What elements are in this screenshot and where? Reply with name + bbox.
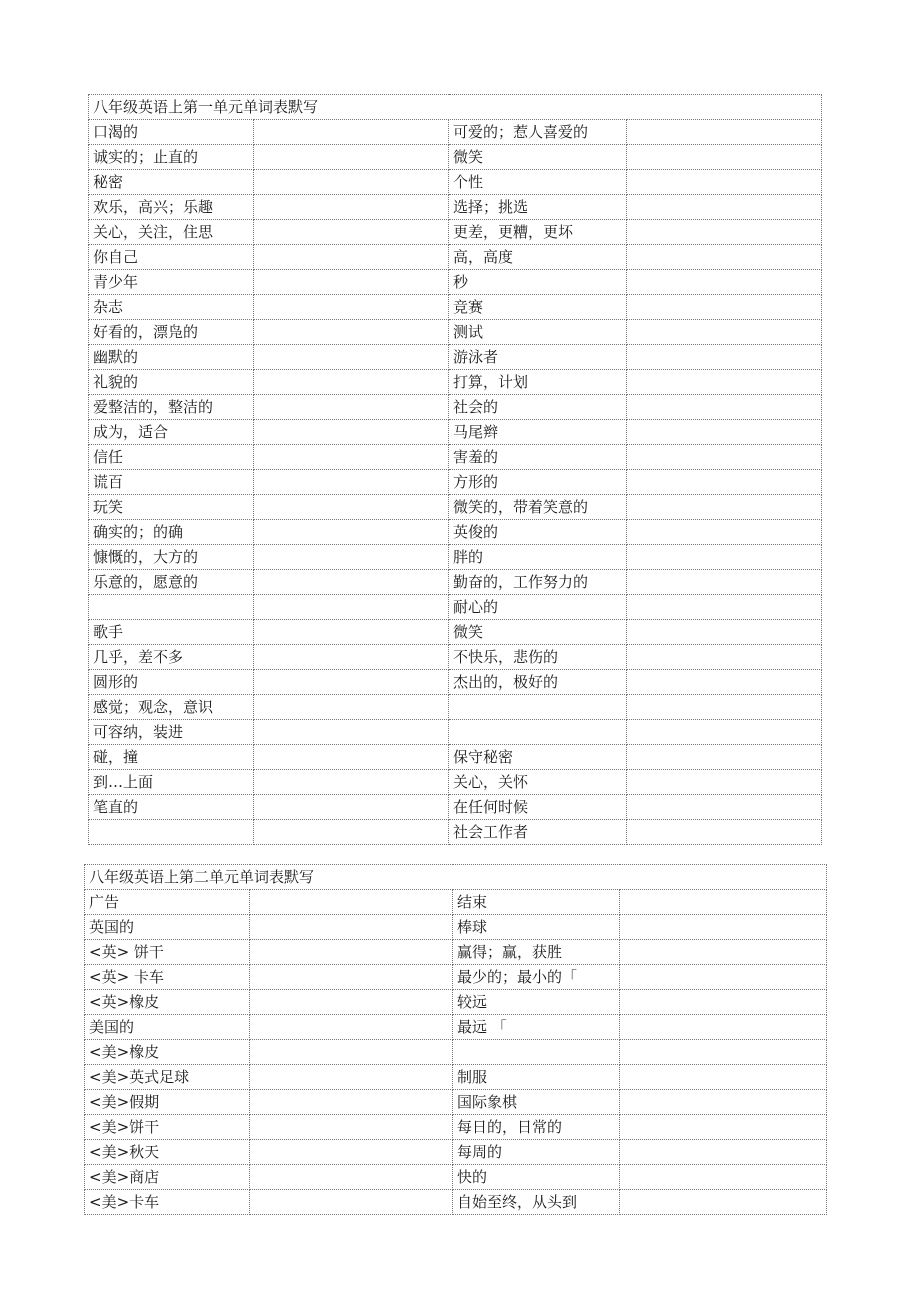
table-row <box>89 445 822 470</box>
chinese-word-cell: 每日的，日常的 <box>453 1115 620 1140</box>
answer-blank-cell[interactable] <box>627 720 822 745</box>
answer-blank-cell[interactable] <box>627 420 822 445</box>
chinese-word-cell: 社会的 <box>449 395 627 420</box>
table-row <box>89 470 822 495</box>
chinese-word-cell <box>89 820 254 845</box>
answer-blank-cell[interactable] <box>254 495 449 520</box>
chinese-word-cell: 在任何时候 <box>449 795 627 820</box>
answer-blank-cell[interactable] <box>627 320 822 345</box>
answer-blank-cell[interactable] <box>254 270 449 295</box>
answer-blank-cell[interactable] <box>620 1165 827 1190</box>
chinese-word-cell: 笔直的 <box>89 795 254 820</box>
chinese-word-cell: 结束 <box>453 890 620 915</box>
table-row <box>85 990 827 1015</box>
chinese-word-cell: 不快乐，悲伤的 <box>449 645 627 670</box>
chinese-word-cell: 微笑 <box>449 145 627 170</box>
chinese-word-cell: 成为，适合 <box>89 420 254 445</box>
table-title: 八年级英语上第二单元单词表默写 <box>85 865 827 890</box>
table-row <box>85 1015 827 1040</box>
answer-blank-cell[interactable] <box>627 120 822 145</box>
table-row <box>89 595 822 620</box>
chinese-word-cell: 歌手 <box>89 620 254 645</box>
answer-blank-cell[interactable] <box>627 520 822 545</box>
answer-blank-cell[interactable] <box>254 220 449 245</box>
answer-blank-cell[interactable] <box>620 965 827 990</box>
table-row <box>89 170 822 195</box>
answer-blank-cell[interactable] <box>254 420 449 445</box>
chinese-word-cell: 玩笑 <box>89 495 254 520</box>
answer-blank-cell[interactable] <box>627 245 822 270</box>
answer-blank-cell[interactable] <box>254 170 449 195</box>
table-row <box>89 645 822 670</box>
chinese-word-cell: 美国的 <box>85 1015 250 1040</box>
table-row <box>89 220 822 245</box>
table-title-row <box>89 95 822 120</box>
answer-blank-cell[interactable] <box>254 345 449 370</box>
chinese-word-cell: 测试 <box>449 320 627 345</box>
chinese-word-cell <box>453 1040 620 1065</box>
table-row <box>89 495 822 520</box>
answer-blank-cell[interactable] <box>250 965 453 990</box>
table-row <box>85 1065 827 1090</box>
chinese-word-cell: 几乎，差不多 <box>89 645 254 670</box>
chinese-word-cell: 幽默的 <box>89 345 254 370</box>
answer-blank-cell[interactable] <box>254 445 449 470</box>
chinese-word-cell: 可爱的；惹人喜爱的 <box>449 120 627 145</box>
answer-blank-cell[interactable] <box>254 545 449 570</box>
answer-blank-cell[interactable] <box>254 245 449 270</box>
table-row <box>89 295 822 320</box>
chinese-word-cell: 害羞的 <box>449 445 627 470</box>
chinese-word-cell: 竞赛 <box>449 295 627 320</box>
answer-blank-cell[interactable] <box>620 1115 827 1140</box>
chinese-word-cell: 可容纳，装进 <box>89 720 254 745</box>
table-row <box>89 345 822 370</box>
answer-blank-cell[interactable] <box>254 695 449 720</box>
chinese-word-cell: 国际象棋 <box>453 1090 620 1115</box>
chinese-word-cell: 谎百 <box>89 470 254 495</box>
answer-blank-cell[interactable] <box>254 595 449 620</box>
table-row <box>85 1165 827 1190</box>
answer-blank-cell[interactable] <box>254 770 449 795</box>
table-row <box>89 545 822 570</box>
answer-blank-cell[interactable] <box>620 1190 827 1215</box>
chinese-word-cell: 秒 <box>449 270 627 295</box>
unit1-vocab-table <box>88 94 822 845</box>
answer-blank-cell[interactable] <box>627 795 822 820</box>
chinese-word-cell: 广告 <box>85 890 250 915</box>
table-title: 八年级英语上第一单元单词表默写 <box>89 95 822 120</box>
answer-blank-cell[interactable] <box>620 1090 827 1115</box>
answer-blank-cell[interactable] <box>250 1140 453 1165</box>
answer-blank-cell[interactable] <box>627 370 822 395</box>
chinese-word-cell: 方形的 <box>449 470 627 495</box>
answer-blank-cell[interactable] <box>250 940 453 965</box>
chinese-word-cell: 最少的；最小的「 <box>453 965 620 990</box>
answer-blank-cell[interactable] <box>620 1140 827 1165</box>
chinese-word-cell: 感觉；观念，意识 <box>89 695 254 720</box>
chinese-word-cell: 英俊的 <box>449 520 627 545</box>
chinese-word-cell: 诚实的；止直的 <box>89 145 254 170</box>
table-row <box>89 695 822 720</box>
unit2-vocab-table <box>84 864 827 1215</box>
table-row <box>89 795 822 820</box>
answer-blank-cell[interactable] <box>254 520 449 545</box>
chinese-word-cell: <美>卡车 <box>85 1190 250 1215</box>
answer-blank-cell[interactable] <box>627 545 822 570</box>
chinese-word-cell <box>89 595 254 620</box>
answer-blank-cell[interactable] <box>254 295 449 320</box>
answer-blank-cell[interactable] <box>254 320 449 345</box>
answer-blank-cell[interactable] <box>254 820 449 845</box>
chinese-word-cell: 微笑 <box>449 620 627 645</box>
table-row <box>89 270 822 295</box>
answer-blank-cell[interactable] <box>627 270 822 295</box>
chinese-word-cell: 较远 <box>453 990 620 1015</box>
answer-blank-cell[interactable] <box>254 120 449 145</box>
answer-blank-cell[interactable] <box>627 195 822 220</box>
chinese-word-cell: 杰出的，极好的 <box>449 670 627 695</box>
chinese-word-cell: <英> 饼干 <box>85 940 250 965</box>
answer-blank-cell[interactable] <box>254 795 449 820</box>
answer-blank-cell[interactable] <box>250 990 453 1015</box>
table-row <box>89 145 822 170</box>
chinese-word-cell: 保守秘密 <box>449 745 627 770</box>
table-row <box>89 195 822 220</box>
answer-blank-cell[interactable] <box>627 170 822 195</box>
chinese-word-cell: <美>秋天 <box>85 1140 250 1165</box>
chinese-word-cell: <美>英式足球 <box>85 1065 250 1090</box>
answer-blank-cell[interactable] <box>254 620 449 645</box>
table-row <box>85 965 827 990</box>
table-row <box>89 820 822 845</box>
table-row <box>89 420 822 445</box>
answer-blank-cell[interactable] <box>254 570 449 595</box>
table-row <box>85 915 827 940</box>
chinese-word-cell: 马尾辫 <box>449 420 627 445</box>
answer-blank-cell[interactable] <box>620 990 827 1015</box>
chinese-word-cell: 高，高度 <box>449 245 627 270</box>
table-row <box>89 670 822 695</box>
answer-blank-cell[interactable] <box>620 1065 827 1090</box>
answer-blank-cell[interactable] <box>250 1115 453 1140</box>
answer-blank-cell[interactable] <box>627 445 822 470</box>
chinese-word-cell: 信任 <box>89 445 254 470</box>
chinese-word-cell <box>449 695 627 720</box>
chinese-word-cell: 礼貌的 <box>89 370 254 395</box>
table-row <box>89 520 822 545</box>
answer-blank-cell[interactable] <box>250 1165 453 1190</box>
table-row <box>89 620 822 645</box>
chinese-word-cell: 游泳者 <box>449 345 627 370</box>
chinese-word-cell: 每周的 <box>453 1140 620 1165</box>
answer-blank-cell[interactable] <box>620 1015 827 1040</box>
chinese-word-cell: 耐心的 <box>449 595 627 620</box>
chinese-word-cell: 制服 <box>453 1065 620 1090</box>
answer-blank-cell[interactable] <box>620 915 827 940</box>
chinese-word-cell: <英>橡皮 <box>85 990 250 1015</box>
chinese-word-cell: 棒球 <box>453 915 620 940</box>
chinese-word-cell: 更差，更糟，更坏 <box>449 220 627 245</box>
answer-blank-cell[interactable] <box>627 695 822 720</box>
chinese-word-cell: 欢乐，高兴；乐趣 <box>89 195 254 220</box>
answer-blank-cell[interactable] <box>254 470 449 495</box>
answer-blank-cell[interactable] <box>627 395 822 420</box>
answer-blank-cell[interactable] <box>250 915 453 940</box>
answer-blank-cell[interactable] <box>627 145 822 170</box>
table-row <box>85 940 827 965</box>
chinese-word-cell: <英> 卡车 <box>85 965 250 990</box>
chinese-word-cell: 爱整洁的，整洁的 <box>89 395 254 420</box>
chinese-word-cell: 自始至终，从头到 <box>453 1190 620 1215</box>
chinese-word-cell: 胖的 <box>449 545 627 570</box>
chinese-word-cell: 好看的，漂凫的 <box>89 320 254 345</box>
answer-blank-cell[interactable] <box>627 570 822 595</box>
chinese-word-cell: 社会工作者 <box>449 820 627 845</box>
answer-blank-cell[interactable] <box>254 645 449 670</box>
answer-blank-cell[interactable] <box>620 1040 827 1065</box>
chinese-word-cell: <美>假期 <box>85 1090 250 1115</box>
answer-blank-cell[interactable] <box>620 890 827 915</box>
chinese-word-cell: <美>橡皮 <box>85 1040 250 1065</box>
table-row <box>85 1115 827 1140</box>
chinese-word-cell: 慷慨的，大方的 <box>89 545 254 570</box>
answer-blank-cell[interactable] <box>250 1040 453 1065</box>
table-row <box>89 320 822 345</box>
answer-blank-cell[interactable] <box>250 1015 453 1040</box>
chinese-word-cell: 确实的；的确 <box>89 520 254 545</box>
answer-blank-cell[interactable] <box>250 1065 453 1090</box>
table-title-row <box>85 865 827 890</box>
chinese-word-cell: 碰，撞 <box>89 745 254 770</box>
chinese-word-cell: 秘密 <box>89 170 254 195</box>
chinese-word-cell: 杂志 <box>89 295 254 320</box>
chinese-word-cell: 快的 <box>453 1165 620 1190</box>
table-row <box>89 120 822 145</box>
chinese-word-cell <box>449 720 627 745</box>
chinese-word-cell: 最远 「 <box>453 1015 620 1040</box>
chinese-word-cell: 乐意的，愿意的 <box>89 570 254 595</box>
chinese-word-cell: 微笑的，带着笑意的 <box>449 495 627 520</box>
answer-blank-cell[interactable] <box>254 145 449 170</box>
answer-blank-cell[interactable] <box>254 395 449 420</box>
table-row <box>85 890 827 915</box>
table-row <box>89 370 822 395</box>
chinese-word-cell: 个性 <box>449 170 627 195</box>
answer-blank-cell[interactable] <box>254 195 449 220</box>
answer-blank-cell[interactable] <box>627 820 822 845</box>
chinese-word-cell: 关心，关怀 <box>449 770 627 795</box>
table-row <box>85 1090 827 1115</box>
chinese-word-cell: 勤奋的，工作努力的 <box>449 570 627 595</box>
answer-blank-cell[interactable] <box>620 940 827 965</box>
answer-blank-cell[interactable] <box>627 345 822 370</box>
answer-blank-cell[interactable] <box>250 890 453 915</box>
answer-blank-cell[interactable] <box>627 745 822 770</box>
answer-blank-cell[interactable] <box>254 670 449 695</box>
table-row <box>89 745 822 770</box>
answer-blank-cell[interactable] <box>250 1190 453 1215</box>
table-row <box>85 1140 827 1165</box>
chinese-word-cell: 选择；挑选 <box>449 195 627 220</box>
chinese-word-cell: 口渴的 <box>89 120 254 145</box>
table-row <box>89 395 822 420</box>
answer-blank-cell[interactable] <box>254 720 449 745</box>
chinese-word-cell: 关心，关注，住思 <box>89 220 254 245</box>
chinese-word-cell: 你自己 <box>89 245 254 270</box>
answer-blank-cell[interactable] <box>627 220 822 245</box>
answer-blank-cell[interactable] <box>250 1090 453 1115</box>
table-row <box>89 245 822 270</box>
answer-blank-cell[interactable] <box>254 745 449 770</box>
answer-blank-cell[interactable] <box>627 770 822 795</box>
answer-blank-cell[interactable] <box>627 620 822 645</box>
chinese-word-cell: 青少年 <box>89 270 254 295</box>
table-row <box>89 720 822 745</box>
answer-blank-cell[interactable] <box>627 595 822 620</box>
chinese-word-cell: <美>饼干 <box>85 1115 250 1140</box>
answer-blank-cell[interactable] <box>627 495 822 520</box>
chinese-word-cell: 到…上面 <box>89 770 254 795</box>
table-row <box>85 1190 827 1215</box>
chinese-word-cell: 圆形的 <box>89 670 254 695</box>
answer-blank-cell[interactable] <box>627 295 822 320</box>
answer-blank-cell[interactable] <box>627 645 822 670</box>
answer-blank-cell[interactable] <box>254 370 449 395</box>
answer-blank-cell[interactable] <box>627 670 822 695</box>
table-row <box>89 770 822 795</box>
answer-blank-cell[interactable] <box>627 470 822 495</box>
chinese-word-cell: 赢得；赢，获胜 <box>453 940 620 965</box>
table-row <box>85 1040 827 1065</box>
chinese-word-cell: 打算，计划 <box>449 370 627 395</box>
chinese-word-cell: <美>商店 <box>85 1165 250 1190</box>
table-row <box>89 570 822 595</box>
chinese-word-cell: 英国的 <box>85 915 250 940</box>
